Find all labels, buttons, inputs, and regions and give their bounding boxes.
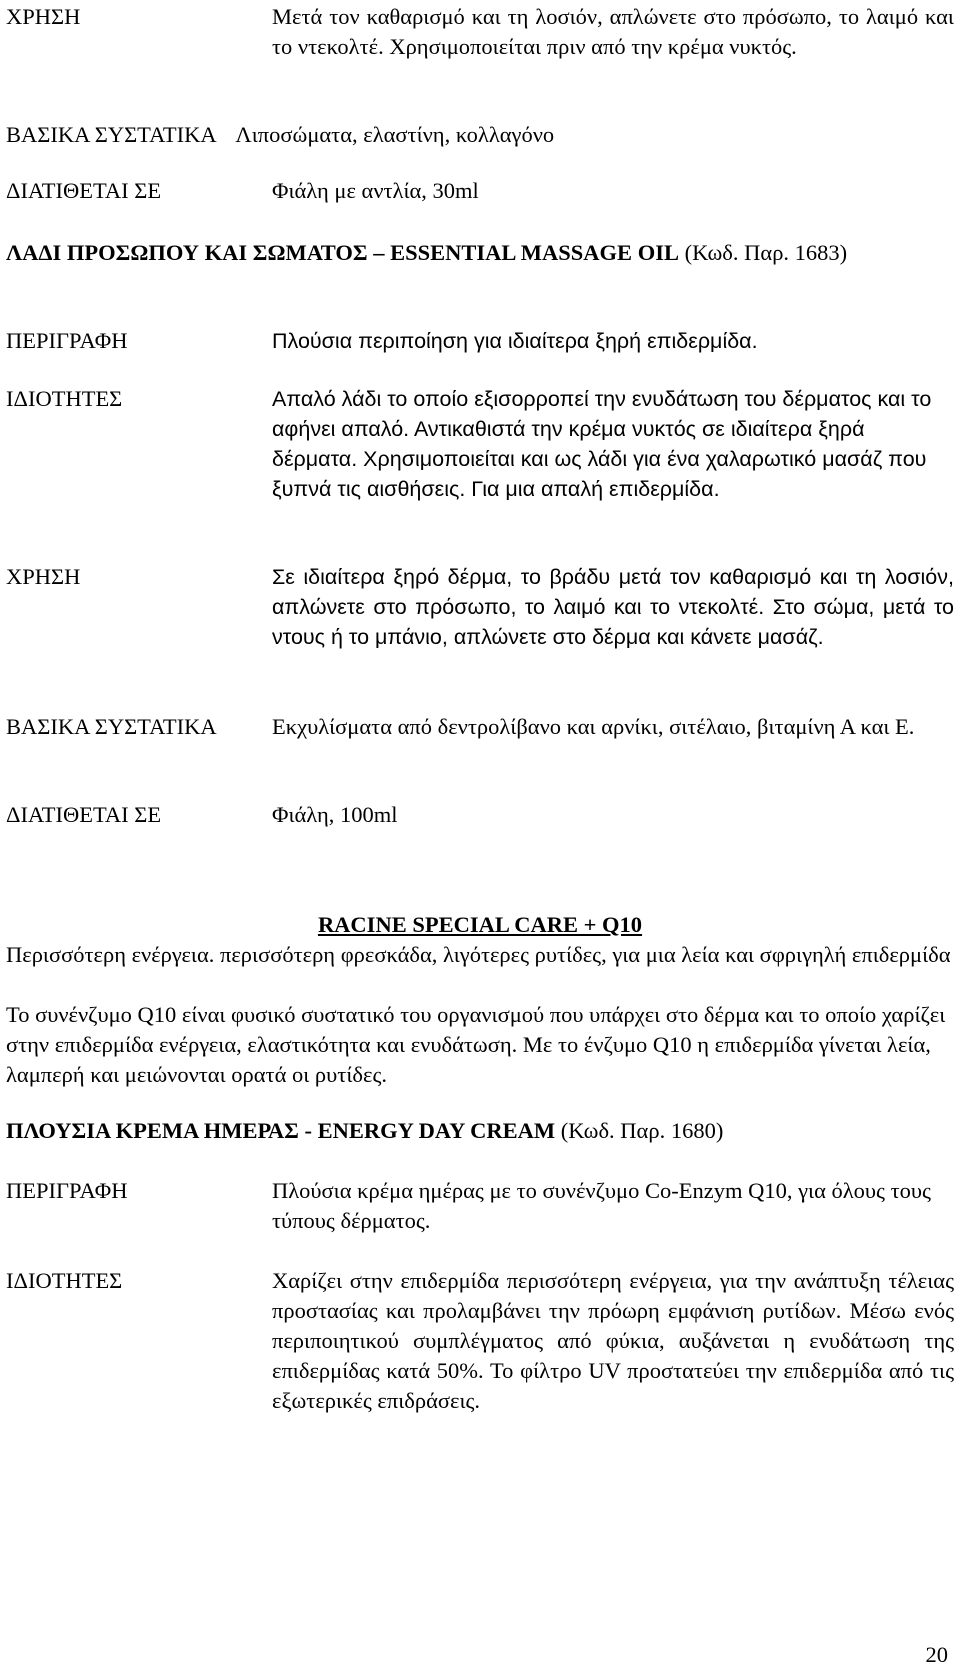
ingredients-text: Λιποσώματα, ελαστίνη, κολλαγόνο xyxy=(235,122,555,147)
available-label: ΔΙΑΤΙΘΕΤΑΙ ΣΕ xyxy=(6,178,162,203)
racine-intro: Περισσότερη ενέργεια. περισσότερη φρεσκάδα, λιγότερες ρυτίδες, για μια λεία και σφριγηλή επιδερμίδα xyxy=(6,942,951,967)
oil-code: (Κωδ. Παρ. 1683) xyxy=(684,240,848,265)
oil-available-label: ΔΙΑΤΙΘΕΤΑΙ ΣΕ xyxy=(6,802,162,827)
racine-body: Το συνένζυμο Q10 είναι φυσικό συστατικό του οργανισμού που υπάρχει στο δέρμα και το οποίο χαρίζει στην επιδερμίδα ενέργεια, ελαστικότητα και ενυδάτωση. Με το ένζυμο Q10 η επιδερμίδα γίνεται λεία, λαμπερή και μειώνονται ορατά οι ρυτίδες. xyxy=(6,1002,946,1087)
oil-title: ΛΑΔΙ ΠΡΟΣΩΠΟΥ ΚΑΙ ΣΩΜΑΤΟΣ – ESSENTIAL MASSAGE OIL xyxy=(6,240,679,265)
ingredients-row xyxy=(6,120,554,150)
page-number: 20 xyxy=(925,1642,948,1667)
day-cream-description-text: Πλούσια κρέμα ημέρας με το συνένζυμο Co-Enzym Q10, για όλους τους τύπους δέρματος. xyxy=(272,1178,931,1233)
oil-description-text: Πλούσια περιποίηση για ιδιαίτερα ξηρή επιδερμίδα. xyxy=(272,329,758,353)
racine-heading: RACINE SPECIAL CARE + Q10 xyxy=(317,912,643,937)
oil-title-block xyxy=(6,238,956,268)
oil-usage-text: Σε ιδιαίτερα ξηρό δέρμα, το βράδυ μετά τον καθαρισμό και τη λοσιόν, απλώνετε στο πρόσωπο, το λαιμό και το ντεκολτέ. Στο σώμα, μετά το ντους ή το μπάνιο, απλώνετε στο δέρμα και κάνετε μασάζ. xyxy=(272,565,954,649)
oil-description-label: ΠΕΡΙΓΡΑΦΗ xyxy=(6,328,128,353)
oil-available-text: Φιάλη, 100ml xyxy=(272,802,398,827)
racine-heading-wrap xyxy=(0,910,960,940)
available-text: Φιάλη με αντλία, 30ml xyxy=(272,178,479,203)
day-cream-properties-label: ΙΔΙΟΤΗΤΕΣ xyxy=(6,1268,123,1293)
day-cream-properties-text: Χαρίζει στην επιδερμίδα περισσότερη ενέργεια, για την ανάπτυξη τέλειας προστασίας και προλαμβάνει την πρόωρη εμφάνιση ρυτίδων. Μέσω ενός περιποιητικού συμπλέγματος από φύκια, αυξάνεται η ενυδάτωση της επιδερμίδας κατά 50%. Το φίλτρο UV προστατεύει την επιδερμίδα από τις εξωτερικές επιδράσεις. xyxy=(272,1268,954,1413)
day-cream-title: ΠΛΟΥΣΙΑ ΚΡΕΜΑ ΗΜΕΡΑΣ - ENERGY DAY CREAM xyxy=(6,1118,556,1143)
day-cream-code: (Κωδ. Παρ. 1680) xyxy=(560,1118,724,1143)
oil-ingredients-label: ΒΑΣΙΚΑ ΣΥΣΤΑΤΙΚΑ xyxy=(6,714,217,739)
oil-ingredients-text: Εκχυλίσματα από δεντρολίβανο και αρνίκι, σιτέλαιο, βιταμίνη Α και Ε. xyxy=(272,714,915,739)
usage-label: ΧΡΗΣΗ xyxy=(6,4,81,29)
oil-usage-label: ΧΡΗΣΗ xyxy=(6,564,81,589)
ingredients-label: ΒΑΣΙΚΑ ΣΥΣΤΑΤΙΚΑ xyxy=(6,122,216,147)
day-cream-title-block xyxy=(6,1116,723,1146)
day-cream-description-label: ΠΕΡΙΓΡΑΦΗ xyxy=(6,1178,128,1203)
usage-text: Μετά τον καθαρισμό και τη λοσιόν, απλώνετε στο πρόσωπο, το λαιμό και το ντεκολτέ. Χρησιμοποιείται πριν από την κρέμα νυκτός. xyxy=(272,4,954,59)
oil-properties-text: Απαλό λάδι το οποίο εξισορροπεί την ενυδάτωση του δέρματος και το αφήνει απαλό. Αντικαθιστά την κρέμα νυκτός σε ιδιαίτερα ξηρά δέρματα. Χρησιμοποιείται και ως λάδι για ένα χαλαρωτικό μασάζ που ξυπνά τις αισθήσεις. Για μια απαλή επιδερμίδα. xyxy=(272,387,932,501)
oil-properties-label: ΙΔΙΟΤΗΤΕΣ xyxy=(6,386,123,411)
